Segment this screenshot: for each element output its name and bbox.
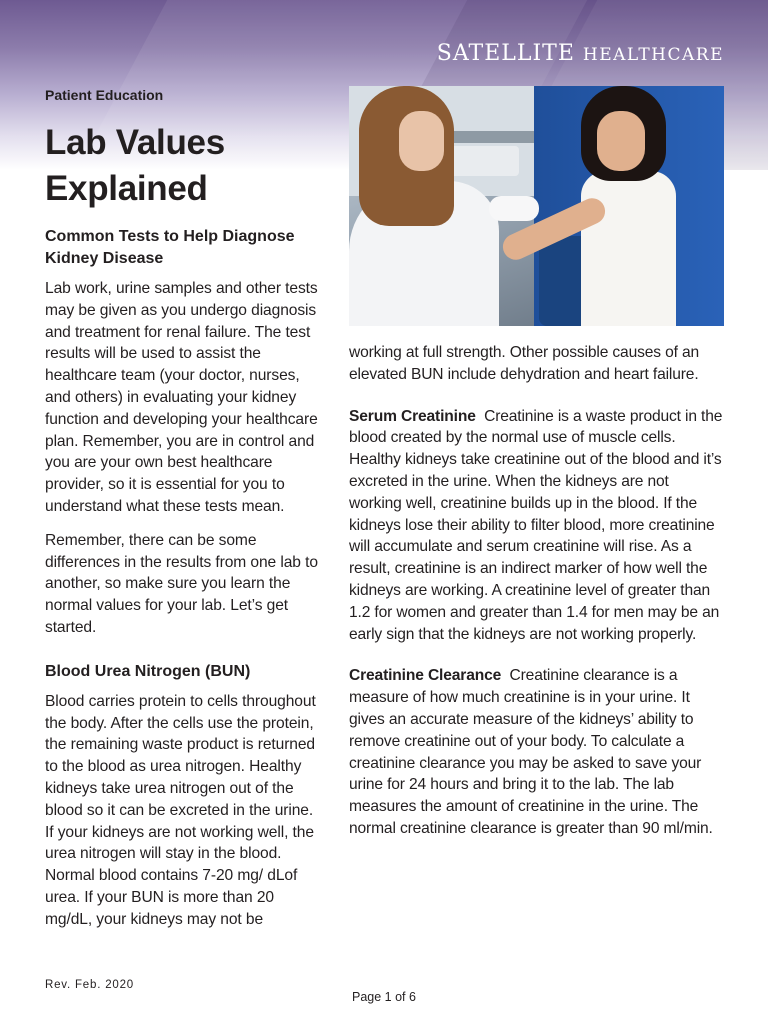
title-line-2: Explained xyxy=(45,169,208,208)
bun-heading: Blood Urea Nitrogen (BUN) xyxy=(45,662,251,680)
creatinine-clearance-body: Creatinine clearance is a measure of how much creatinine is in your urine. It gives an accurate measure of the kidneys’ ability to remove creatinine out of your body. To calculate a creatinine clearance you may be asked to save your urine for 24 hours and bring it to the lab. The lab measures the amount of creatinine in the urine. The normal creatinine clearance is greater than 90 ml/min. xyxy=(349,667,713,837)
creatinine-clearance-heading: Creatinine Clearance xyxy=(349,667,502,685)
section-subhead: Common Tests to Help Diagnose Kidney Disease xyxy=(45,228,295,267)
intro-paragraph-2: Remember, there can be some differences in the results from one lab to another, so make sure you learn the normal values for your lab. Let’s get started. xyxy=(45,531,318,636)
intro-paragraph: Lab work, urine samples and other tests may be given as you undergo diagnosis and treatment for renal failure. The test results will be used to assist the healthcare team (your doctor, nurses, and others) in evaluating your kidney function and developing your healthcare plan. Remember, you are in control and you are your own best healthcare provider, so it is essential for you to understand what these tests mean. xyxy=(45,280,318,515)
logo-healthcare-text: HEALTHCARE xyxy=(582,45,724,65)
serum-creatinine-body: Creatinine is a waste product in the blood created by the normal use of muscle cells. Healthy kidneys take creatinine out of the blood and it’s excreted in the urine. When the kidneys are not working well, creatinine builds up in the blood. If the kidneys lose their ability to filter blood, more creatinine will accumulate and serum creatinine will rise. As a result, creatinine is an indirect marker of how well the kidneys are working. A creatinine level of greater than 1.2 for women and greater than 1.4 for men may be an early sign that the kidneys are not working properly. xyxy=(349,407,723,643)
serum-creatinine-paragraph xyxy=(349,406,724,646)
eyebrow-label: Patient Education xyxy=(45,87,164,103)
page-title xyxy=(45,120,325,212)
satellite-healthcare-logo xyxy=(437,41,724,66)
bun-paragraph: Blood carries protein to cells throughout the body. After the cells use the protein, the remaining waste product is returned to the blood as urea nitrogen. Healthy kidneys take urea nitrogen out of the blood so it can be excreted in the urine. If your kidneys are not working well, the urea nitrogen will stay in the blood. Normal blood contains 7-20 mg/ dLof urea. If your BUN is more than 20 mg/dL, your kidneys may not be xyxy=(45,692,316,928)
lab-photo xyxy=(349,86,724,326)
bun-paragraph-continued: working at full strength. Other possible causes of an elevated BUN include dehydration and heart failure. xyxy=(349,344,700,383)
serum-creatinine-heading: Serum Creatinine xyxy=(349,407,476,425)
revision-label: Rev. Feb. 2020 xyxy=(45,979,134,991)
creatinine-clearance-paragraph xyxy=(349,665,724,839)
title-line-1: Lab Values xyxy=(45,123,225,162)
logo-satellite-text: SATELLITE xyxy=(436,41,575,66)
page-number: Page 1 of 6 xyxy=(352,990,416,1004)
right-column xyxy=(349,86,724,860)
left-column xyxy=(45,86,325,943)
